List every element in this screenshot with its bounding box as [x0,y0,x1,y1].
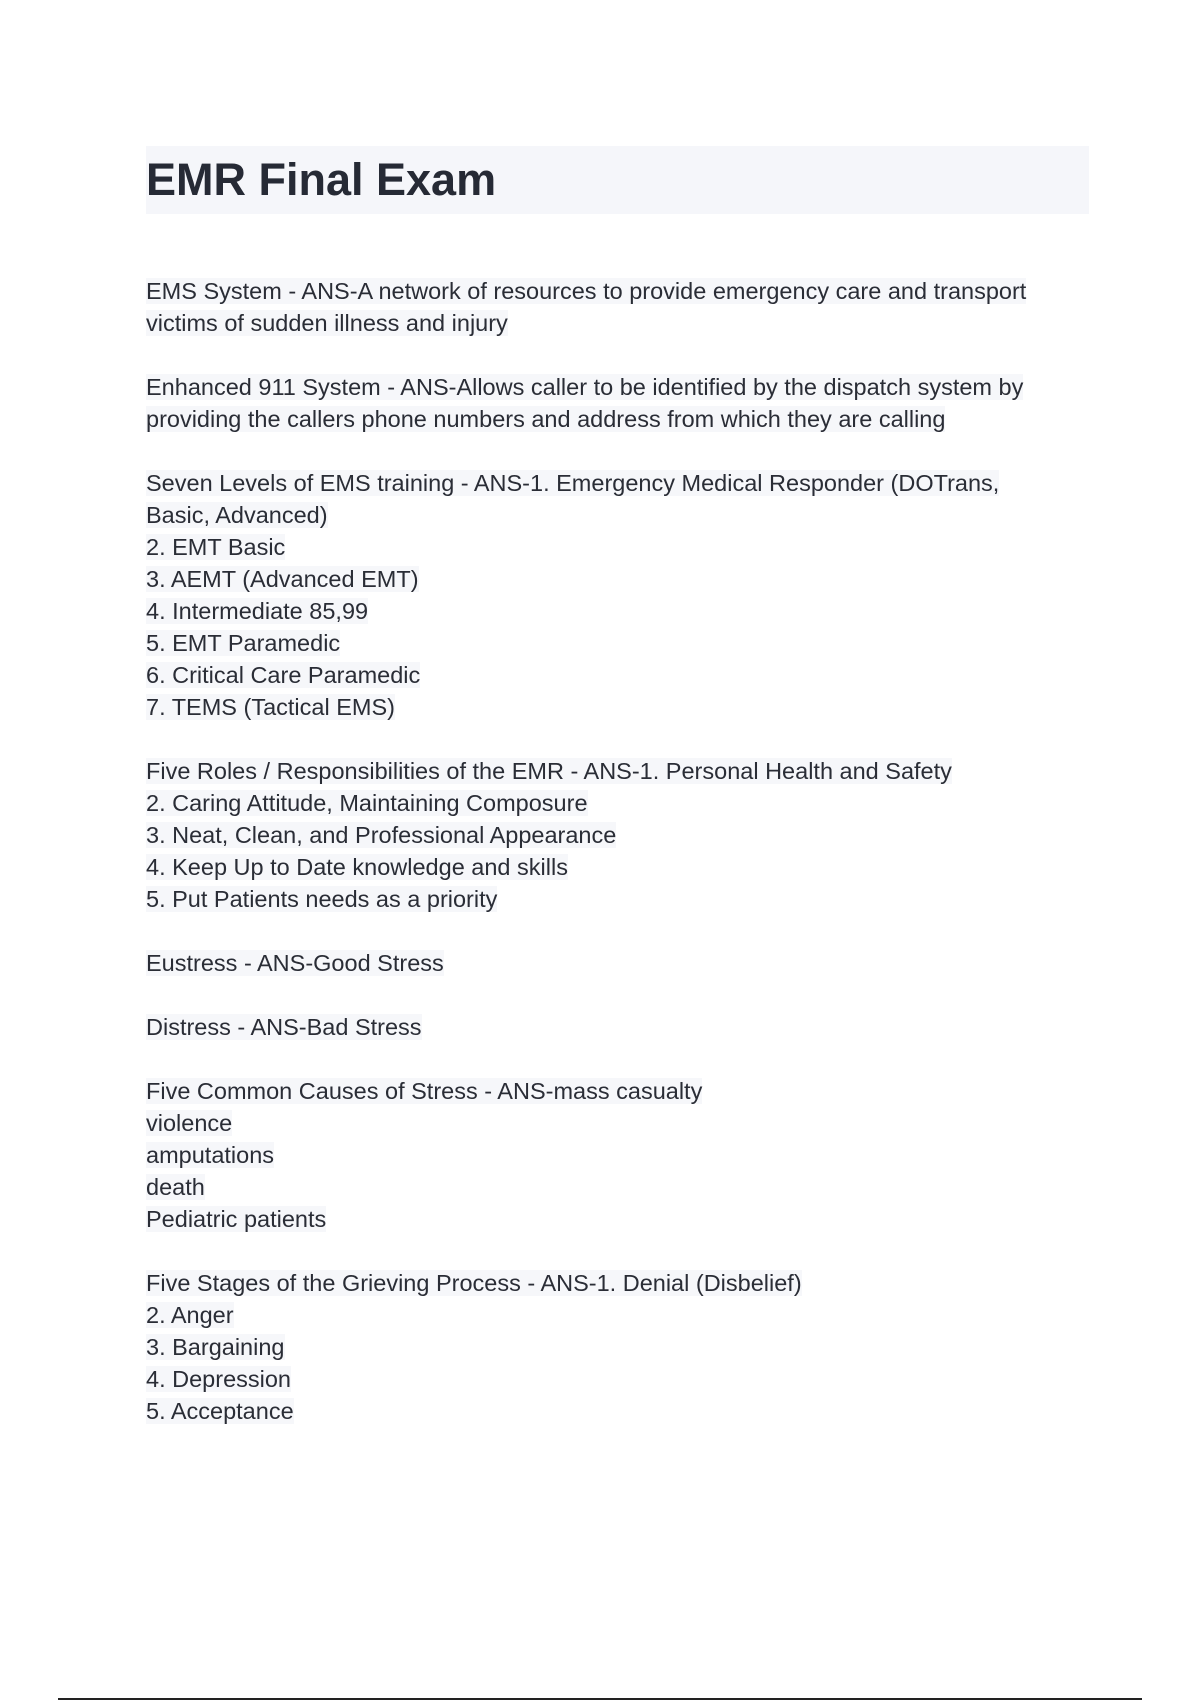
entry-question-line [146,1011,1076,1043]
entry-question-line [146,371,1076,403]
entry-text: Five Common Causes of Stress - ANS-mass casualty [146,1078,703,1104]
page-title: EMR Final Exam [146,154,497,205]
entry-text: 7. TEMS (Tactical EMS) [146,694,395,720]
entry-text: providing the callers phone numbers and address from which they are calling [146,406,946,432]
flashcard-entry [146,947,1076,979]
entry-text: amputations [146,1142,275,1168]
entry-answer-line [146,819,1076,851]
entry-answer-line [146,499,1076,531]
flashcard-entry [146,755,1076,915]
entry-answer-line [146,1107,1076,1139]
entry-answer-line [146,883,1076,915]
entry-answer-line [146,1363,1076,1395]
entry-text: 4. Depression [146,1366,291,1392]
entry-answer-line [146,563,1076,595]
entry-answer-line [146,1331,1076,1363]
entry-answer-line [146,531,1076,563]
entry-question-line [146,467,1076,499]
entry-answer-line [146,1171,1076,1203]
entry-text: 5. Put Patients needs as a priority [146,886,498,912]
entry-text: Pediatric patients [146,1206,327,1232]
entry-text: Eustress - ANS-Good Stress [146,950,444,976]
entry-question-line [146,1075,1076,1107]
entry-answer-line [146,595,1076,627]
entry-text: 5. EMT Paramedic [146,630,341,656]
entry-text: violence [146,1110,233,1136]
flashcard-list [146,275,1076,1459]
entry-text: 6. Critical Care Paramedic [146,662,421,688]
entry-answer-line [146,691,1076,723]
entry-answer-line [146,1395,1076,1427]
entry-text: EMS System - ANS-A network of resources to provide emergency care and transport [146,278,1027,304]
entry-text: 4. Intermediate 85,99 [146,598,369,624]
entry-text: victims of sudden illness and injury [146,310,508,336]
entry-answer-line [146,307,1076,339]
entry-text: 3. Bargaining [146,1334,285,1360]
entry-question-line [146,947,1076,979]
entry-answer-line [146,627,1076,659]
entry-text: 2. Caring Attitude, Maintaining Composure [146,790,588,816]
entry-answer-line [146,851,1076,883]
entry-text: 4. Keep Up to Date knowledge and skills [146,854,568,880]
entry-question-line [146,1267,1076,1299]
entry-answer-line [146,659,1076,691]
entry-text: Five Stages of the Grieving Process - ANS-1. Denial (Disbelief) [146,1270,802,1296]
entry-answer-line [146,1203,1076,1235]
entry-text: 5. Acceptance [146,1398,294,1424]
entry-text: Basic, Advanced) [146,502,328,528]
entry-answer-line [146,1139,1076,1171]
entry-text: death [146,1174,205,1200]
entry-answer-line [146,787,1076,819]
entry-text: 3. Neat, Clean, and Professional Appearance [146,822,617,848]
entry-text: Enhanced 911 System - ANS-Allows caller to be identified by the dispatch system by [146,374,1024,400]
flashcard-entry [146,1075,1076,1235]
flashcard-entry [146,1011,1076,1043]
entry-text: 2. EMT Basic [146,534,286,560]
flashcard-entry [146,467,1076,723]
entry-question-line [146,755,1076,787]
entry-text: 3. AEMT (Advanced EMT) [146,566,419,592]
entry-answer-line [146,1299,1076,1331]
flashcard-entry [146,275,1076,339]
entry-answer-line [146,403,1076,435]
flashcard-entry [146,371,1076,435]
flashcard-entry [146,1267,1076,1427]
entry-text: Distress - ANS-Bad Stress [146,1014,422,1040]
entry-text: 2. Anger [146,1302,234,1328]
entry-text: Seven Levels of EMS training - ANS-1. Emergency Medical Responder (DOTrans, [146,470,1000,496]
entry-question-line [146,275,1076,307]
entry-text: Five Roles / Responsibilities of the EMR - ANS-1. Personal Health and Safety [146,758,952,784]
